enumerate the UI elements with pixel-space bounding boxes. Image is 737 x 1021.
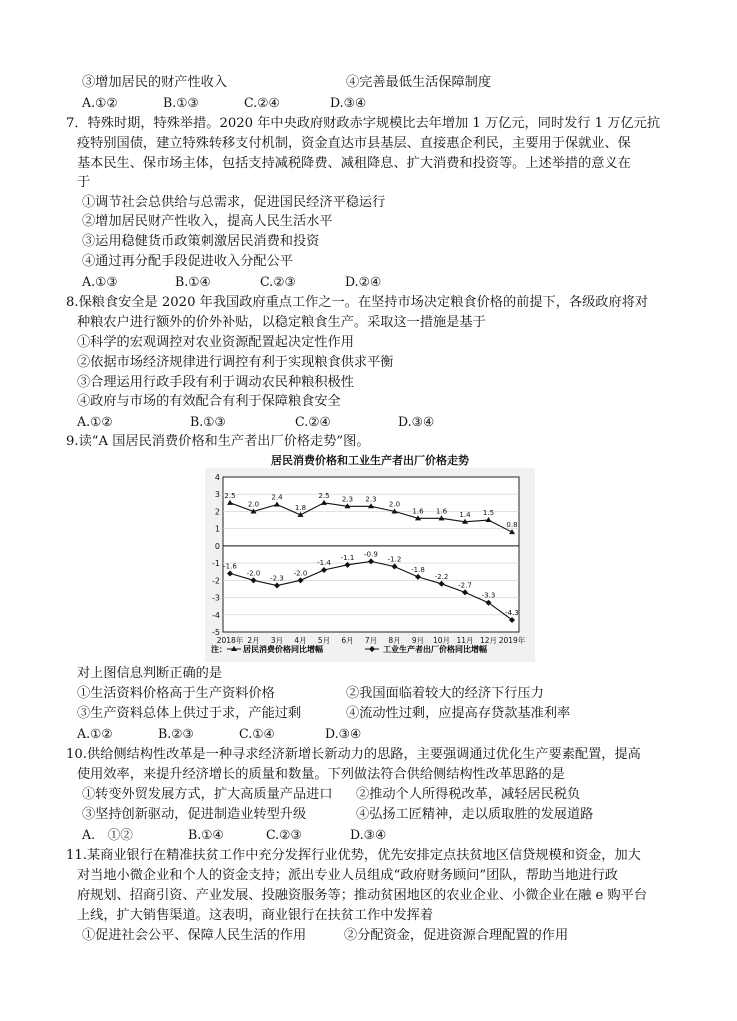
q7-answer-c: C.②③ bbox=[260, 274, 296, 289]
q10-option-1: ①转变外贸发展方式，扩大高质量产品进口 bbox=[82, 787, 333, 802]
question-11-line-1: 11.某商业银行在精准扶贫工作中充分发挥行业优势，优先安排定点扶贫地区信贷规模和资金，加大 bbox=[66, 848, 641, 863]
q7-answer-a: A.①③ bbox=[82, 274, 118, 289]
question-7-line-4: 于 bbox=[77, 175, 91, 190]
question-9-prompt: 对上图信息判断正确的是 bbox=[77, 666, 223, 681]
x-tick-label: 3月 bbox=[270, 636, 284, 645]
data-label-cpi: 1.6 bbox=[412, 507, 424, 516]
question-9-line-1: 9.读“A 国居民消费价格和生产者出厂价格走势”图。 bbox=[66, 434, 370, 449]
q10-answer-d: D.③④ bbox=[350, 827, 387, 842]
data-label-cpi: 2.3 bbox=[341, 495, 354, 504]
q9-answer-c: C.①④ bbox=[239, 726, 275, 741]
q10-option-3: ③坚持创新驱动，促进制造业转型升级 bbox=[82, 807, 307, 822]
q9-option-4: ④流动性过剩，应提高存贷款基准利率 bbox=[346, 706, 571, 721]
y-tick-label: -5 bbox=[212, 628, 220, 637]
data-label-ppi: -2.3 bbox=[270, 574, 284, 583]
x-tick-label: 2019年 bbox=[498, 636, 526, 645]
q10-answer-c: C.②③ bbox=[266, 827, 302, 842]
data-label-ppi: -1.6 bbox=[223, 562, 237, 571]
data-label-cpi: 2.3 bbox=[365, 495, 377, 504]
q7-option-3: ③运用稳健货币政策刺激居民消费和投资 bbox=[82, 234, 320, 249]
q8-answer-c: C.②④ bbox=[295, 414, 331, 429]
option-4: ④完善最低生活保障制度 bbox=[346, 75, 492, 90]
data-label-ppi: -4.3 bbox=[505, 608, 519, 617]
data-label-cpi: 1.8 bbox=[294, 503, 307, 512]
chart-title: 居民消费价格和工业生产者出厂价格走势 bbox=[271, 454, 469, 467]
q9-answer-d: D.③④ bbox=[325, 726, 362, 741]
y-tick-label: -4 bbox=[212, 610, 220, 620]
q7-option-1: ①调节社会总供给与总需求，促进国民经济平稳运行 bbox=[82, 195, 386, 210]
y-tick-label: -3 bbox=[212, 593, 220, 603]
x-tick-label: 9月 bbox=[411, 636, 425, 645]
x-tick-label: 12月 bbox=[479, 636, 498, 645]
x-tick-label: 4月 bbox=[294, 636, 307, 645]
legend-label-cpi: 居民消费价格同比增幅 bbox=[243, 645, 323, 654]
q8-option-1: ①科学的宏观调控对农业资源配置起决定性作用 bbox=[77, 335, 354, 350]
q9-option-3: ③生产资料总体上供过于求，产能过剩 bbox=[77, 706, 302, 721]
data-label-ppi: -2.2 bbox=[434, 572, 449, 581]
answer-c: C.②④ bbox=[244, 95, 280, 110]
x-tick-label: 11月 bbox=[456, 636, 474, 645]
question-7-line-2: 疫特别国债，建立特殊转移支付机制，资金直达市县基层、直接惠企利民，主要用于保就业、保 bbox=[77, 136, 631, 151]
y-tick-label: -2 bbox=[212, 576, 220, 586]
question-10-line-1: 10.供给侧结构性改革是一种寻求经济新增长新动力的思路，主要强调通过优化生产要素配置，提高 bbox=[66, 747, 641, 762]
data-label-cpi: 2.0 bbox=[247, 500, 260, 509]
question-8-line-2: 种粮农户进行额外的价外补贴，以稳定粮食生产。采取这一措施是基于 bbox=[77, 315, 486, 330]
q7-option-2: ②增加居民财产性收入，提高人民生活水平 bbox=[82, 214, 333, 229]
q8-option-2: ②依据市场经济规律进行调控有利于实现粮食供求平衡 bbox=[77, 355, 394, 370]
q8-answer-a: A.①② bbox=[77, 414, 113, 429]
x-tick-label: 10月 bbox=[432, 636, 451, 645]
data-label-ppi: -1.2 bbox=[387, 555, 402, 564]
data-label-cpi: 2.0 bbox=[388, 500, 401, 509]
q10-answer-b: B.①④ bbox=[188, 827, 224, 842]
data-label-cpi: 0.8 bbox=[506, 521, 518, 530]
q8-option-4: ④政府与市场的有效配合有利于保障粮食安全 bbox=[77, 394, 341, 409]
legend-note-prefix: 注： bbox=[211, 645, 227, 654]
data-label-cpi: 2.5 bbox=[318, 491, 330, 500]
y-tick-label: 3 bbox=[214, 490, 220, 500]
x-tick-label: 2018年 bbox=[216, 636, 244, 645]
price-trend-chart bbox=[205, 452, 535, 662]
q8-answer-d: D.③④ bbox=[398, 414, 435, 429]
q7-answer-d: D.②④ bbox=[345, 274, 382, 289]
q11-option-1: ①促进社会公平、保障人民生活的作用 bbox=[82, 928, 307, 943]
answer-b: B.①③ bbox=[163, 95, 199, 110]
q9-option-2: ②我国面临着较大的经济下行压力 bbox=[346, 686, 544, 701]
q9-answer-b: B.②③ bbox=[158, 726, 194, 741]
data-label-ppi: -3.3 bbox=[481, 591, 496, 600]
answer-a: A.①② bbox=[82, 95, 118, 110]
x-tick-label: 5月 bbox=[317, 636, 331, 645]
q10-answer-a: A. ①② bbox=[82, 827, 133, 842]
data-label-ppi: -1.1 bbox=[340, 553, 355, 562]
question-11-line-3: 府规划、招商引资、产业发展、投融资服务等；推动贫困地区的农业企业、小微企业在融 e 购平台 bbox=[77, 888, 648, 903]
question-10-line-2: 使用效率，来提升经济增长的质量和数量。下列做法符合供给侧结构性改革思路的是 bbox=[77, 767, 565, 782]
data-label-ppi: -0.9 bbox=[364, 550, 378, 559]
x-tick-label: 2月 bbox=[247, 636, 260, 645]
question-11-line-4: 上线，扩大销售渠道。这表明，商业银行在扶贫工作中发挥着 bbox=[77, 908, 434, 923]
q8-option-3: ③合理运用行政手段有利于调动农民种粮积极性 bbox=[77, 375, 354, 390]
question-11-line-2: 对当地小微企业和个人的资金支持；派出专业人员组成“政府财务顾问”团队，帮助当地进行政 bbox=[77, 868, 618, 883]
q11-option-2: ②分配资金，促进资源合理配置的作用 bbox=[344, 928, 569, 943]
q9-option-1: ①生活资料价格高于生产资料价格 bbox=[77, 686, 275, 701]
q8-answer-b: B.①③ bbox=[190, 414, 226, 429]
answer-d: D.③④ bbox=[330, 95, 367, 110]
legend-label-ppi: 工业生产者出厂价格同比增幅 bbox=[383, 645, 487, 654]
option-3: ③增加居民的财产性收入 bbox=[82, 75, 228, 90]
data-label-cpi: 1.5 bbox=[482, 509, 495, 518]
data-label-cpi: 1.4 bbox=[459, 510, 471, 519]
q7-option-4: ④通过再分配手段促进收入分配公平 bbox=[82, 254, 293, 269]
y-tick-label: 0 bbox=[214, 541, 220, 551]
q9-answer-a: A.①② bbox=[77, 726, 113, 741]
data-label-cpi: 2.5 bbox=[224, 491, 236, 500]
data-label-ppi: -2.7 bbox=[458, 581, 472, 590]
y-tick-label: 2 bbox=[214, 507, 220, 517]
y-tick-label: -1 bbox=[212, 559, 220, 569]
data-label-cpi: 1.6 bbox=[435, 507, 448, 516]
x-tick-label: 6月 bbox=[341, 636, 354, 645]
data-label-ppi: -1.4 bbox=[317, 559, 331, 567]
x-tick-label: 7月 bbox=[364, 636, 378, 645]
y-tick-label: 4 bbox=[214, 473, 220, 482]
q10-option-2: ②推动个人所得税改革，减轻居民税负 bbox=[356, 787, 581, 802]
data-label-ppi: -1.8 bbox=[411, 565, 425, 574]
q7-answer-b: B.①④ bbox=[175, 274, 211, 289]
x-tick-label: 8月 bbox=[388, 636, 401, 645]
question-7-line-1: 7．特殊时期，特殊举措。2020 年中央政府财政赤字规模比去年增加 1 万亿元，同时发行 1 万亿元抗 bbox=[66, 116, 661, 131]
chart-canvas bbox=[205, 452, 535, 662]
question-8-line-1: 8.保粮食安全是 2020 年我国政府重点工作之一。在坚持市场决定粮食价格的前提下，各级政府将对 bbox=[66, 295, 649, 310]
data-label-ppi: -2.0 bbox=[246, 569, 261, 578]
y-tick-label: 1 bbox=[214, 524, 220, 534]
q10-option-4: ④弘扬工匠精神，走以质取胜的发展道路 bbox=[356, 807, 594, 822]
data-label-cpi: 2.4 bbox=[271, 493, 283, 502]
data-label-ppi: -2.0 bbox=[293, 569, 308, 578]
question-7-line-3: 基本民生、保市场主体，包括支持减税降费、减租降息、扩大消费和投资等。上述举措的意义在 bbox=[77, 156, 631, 171]
